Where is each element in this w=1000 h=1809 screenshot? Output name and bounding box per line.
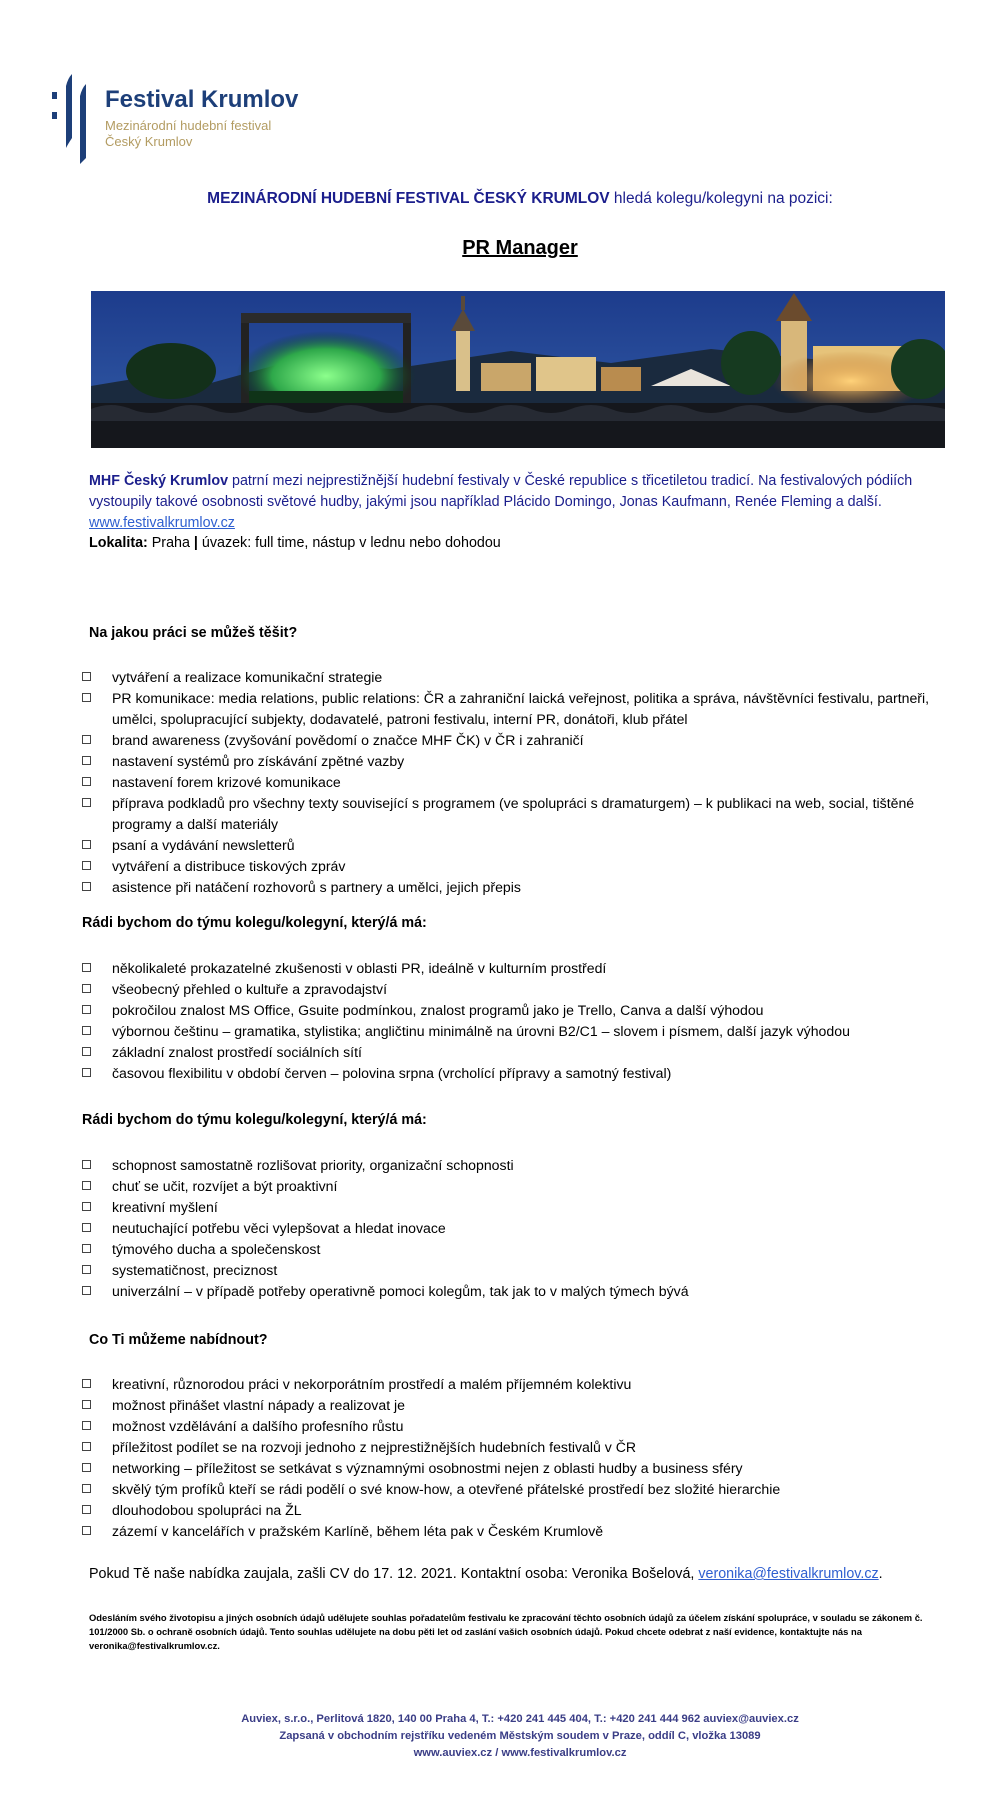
- list-offer: [82, 1374, 932, 1542]
- checkbox-bullet-icon: [82, 1047, 91, 1056]
- checkbox-bullet-icon: [82, 882, 91, 891]
- list-item-text: schopnost samostatně rozlišovat priority, organizační schopnosti: [112, 1157, 514, 1173]
- section-heading-requirements: Rádi bychom do týmu kolegu/kolegyní, který/á má:: [82, 915, 427, 931]
- logo-mark-icon: [52, 74, 94, 164]
- checkbox-bullet-icon: [82, 756, 91, 765]
- list-item: [82, 1437, 932, 1458]
- checkbox-bullet-icon: [82, 1181, 91, 1190]
- list-item: [82, 1500, 932, 1521]
- intro-paragraph: [89, 471, 959, 534]
- list-item: [82, 1176, 932, 1197]
- list-item: [82, 1239, 932, 1260]
- list-item: [82, 1021, 932, 1042]
- list-item-text: základní znalost prostředí sociálních sítí: [112, 1044, 362, 1060]
- list-item: [82, 688, 932, 730]
- section-heading-qualities: Rádi bychom do týmu kolegu/kolegyní, který/á má:: [82, 1112, 427, 1128]
- list-item: [82, 1395, 932, 1416]
- list-item-text: nastavení forem krizové komunikace: [112, 774, 341, 790]
- cta-text: Pokud Tě naše nabídka zaujala, zašli CV do 17. 12. 2021. Kontaktní osoba: Veronika Bošelová,: [89, 1566, 699, 1582]
- list-item-text: psaní a vydávání newsletterů: [112, 837, 295, 853]
- checkbox-bullet-icon: [82, 735, 91, 744]
- list-qualities: [82, 1155, 932, 1302]
- logo-subtitle: [105, 118, 271, 150]
- logo-subtitle-line2: Český Krumlov: [105, 134, 193, 149]
- cta-line: [89, 1566, 883, 1582]
- checkbox-bullet-icon: [82, 1286, 91, 1295]
- list-item: [82, 751, 932, 772]
- list-item: [82, 1197, 932, 1218]
- cta-end: .: [878, 1566, 883, 1582]
- footer-line3: www.auviex.cz / www.festivalkrumlov.cz: [413, 1747, 627, 1759]
- list-item: [82, 877, 932, 898]
- checkbox-bullet-icon: [82, 693, 91, 702]
- festival-banner-image: [91, 291, 945, 448]
- footer-line1: Auviex, s.r.o., Perlitová 1820, 140 00 Praha 4, T.: +420 241 445 404, T.: +420 241 444 962 auviex@auviex.cz: [241, 1713, 799, 1725]
- list-item: [82, 1042, 932, 1063]
- festival-website-link[interactable]: www.festivalkrumlov.cz: [89, 515, 235, 531]
- checkbox-bullet-icon: [82, 1484, 91, 1493]
- list-item-text: dlouhodobou spolupráci na ŽL: [112, 1502, 302, 1518]
- gdpr-consent-note: Odesláním svého životopisu a jiných osobních údajů udělujete souhlas pořadatelům festivalu ke zpracování těchto osobních údajů za účelem získání spolupráce, v souladu se zákonem č. 101/2000 Sb. o ochraně osobních údajů. Tento souhlas udělujete na dobu pěti let od zaslání vašich osobních údajů. Pokud chcete odebrat z naší evidence, kontaktujte nás na veronika@festivalkrumlov.cz.: [89, 1612, 923, 1651]
- contact-email-link[interactable]: veronika@festivalkrumlov.cz: [698, 1566, 879, 1582]
- list-item: [82, 1374, 932, 1395]
- list-item-text: všeobecný přehled o kultuře a zpravodajství: [112, 981, 387, 997]
- checkbox-bullet-icon: [82, 1526, 91, 1535]
- checkbox-bullet-icon: [82, 1265, 91, 1274]
- list-item-text: kreativní, různorodou práci v nekorporátním prostředí a malém příjemném kolektivu: [112, 1376, 632, 1392]
- list-item-text: nastavení systémů pro získávání zpětné vazby: [112, 753, 405, 769]
- list-item: [82, 1063, 932, 1084]
- festival-logo: [52, 74, 312, 164]
- list-item: [82, 1260, 932, 1281]
- list-item-text: výbornou češtinu – gramatika, stylistika; angličtinu minimálně na úrovni B2/C1 – slovem i písmem, další jazyk výhodou: [112, 1023, 850, 1039]
- list-item-text: možnost přinášet vlastní nápady a realizovat je: [112, 1397, 405, 1413]
- checkbox-bullet-icon: [82, 1505, 91, 1514]
- logo-title: Festival Krumlov: [105, 86, 299, 113]
- list-item-text: vytváření a distribuce tiskových zpráv: [112, 858, 346, 874]
- list-item: [82, 772, 932, 793]
- checkbox-bullet-icon: [82, 963, 91, 972]
- banner-illustration: [91, 291, 945, 448]
- checkbox-bullet-icon: [82, 1223, 91, 1232]
- headline-rest: hledá kolegu/kolegyni na pozici:: [609, 190, 833, 207]
- locality-line: [89, 535, 501, 551]
- list-item: [82, 1155, 932, 1176]
- checkbox-bullet-icon: [82, 1244, 91, 1253]
- checkbox-bullet-icon: [82, 1442, 91, 1451]
- list-item: [82, 1521, 932, 1542]
- list-item-text: brand awareness (zvyšování povědomí o značce MHF ČK) v ČR i zahraničí: [112, 732, 584, 748]
- list-item-text: univerzální – v případě potřeby operativně pomoci kolegům, tak jak to v malých týmech bývá: [112, 1283, 689, 1299]
- list-item: [82, 1458, 932, 1479]
- list-item: [82, 667, 932, 688]
- list-requirements: [82, 958, 932, 1084]
- locality-city: Praha: [147, 535, 194, 551]
- locality-rest: úvazek: full time, nástup v lednu nebo dohodou: [197, 535, 501, 551]
- list-item: [82, 730, 932, 751]
- list-item-text: neutuchající potřebu věci vylepšovat a hledat inovace: [112, 1220, 446, 1236]
- list-item-text: asistence při natáčení rozhovorů s partnery a umělci, jejich přepis: [112, 879, 521, 895]
- intro-text: patrní mezi nejprestižnější hudební festivaly v České republice s třicetiletou tradicí. Na festivalových pódiích vystoupily takové osobnosti světové hudby, jakými jsou například Plácido Domingo, Jonas Kaufmann, Renée Fleming a další.: [89, 473, 913, 510]
- list-item: [82, 1416, 932, 1437]
- list-item-text: chuť se učit, rozvíjet a být proaktivní: [112, 1178, 338, 1194]
- list-item: [82, 793, 932, 835]
- checkbox-bullet-icon: [82, 777, 91, 786]
- checkbox-bullet-icon: [82, 861, 91, 870]
- locality-separator: |: [193, 535, 198, 551]
- headline-bold: MEZINÁRODNÍ HUDEBNÍ FESTIVAL ČESKÝ KRUMLOV: [207, 190, 610, 207]
- list-item-text: PR komunikace: media relations, public relations: ČR a zahraniční laická veřejnost, politika a správa, návštěvníci festivalu, partneři, umělci, spolupracující subjekty, dodavatelé, patroni festivalu, interní PR, donátoři, klub přátel: [112, 690, 930, 727]
- list-item: [82, 1479, 932, 1500]
- checkbox-bullet-icon: [82, 1068, 91, 1077]
- list-item: [82, 856, 932, 877]
- locality-label: Lokalita:: [89, 535, 148, 551]
- company-footer: [0, 1711, 1000, 1762]
- list-item: [82, 979, 932, 1000]
- checkbox-bullet-icon: [82, 984, 91, 993]
- list-item-text: pokročilou znalost MS Office, Gsuite podmínkou, znalost programů jako je Trello, Canva a další výhodou: [112, 1002, 764, 1018]
- list-item: [82, 1281, 932, 1302]
- headline: [0, 190, 1000, 208]
- list-item-text: možnost vzdělávání a dalšího profesního růstu: [112, 1418, 404, 1434]
- list-item-text: zázemí v kancelářích v pražském Karlíně, během léta pak v Českém Krumlově: [112, 1523, 604, 1539]
- list-item-text: několikaleté prokazatelné zkušenosti v oblasti PR, ideálně v kulturním prostředí: [112, 960, 607, 976]
- list-item: [82, 835, 932, 856]
- checkbox-bullet-icon: [82, 1005, 91, 1014]
- list-item-text: kreativní myšlení: [112, 1199, 218, 1215]
- list-item-text: příprava podkladů pro všechny texty související s programem (ve spolupráci s dramaturgem) – k publikaci na web, social, tištěné programy a další materiály: [112, 795, 915, 832]
- section-heading-offer: Co Ti můžeme nabídnout?: [89, 1332, 268, 1348]
- checkbox-bullet-icon: [82, 1026, 91, 1035]
- list-item-text: týmového ducha a společenskost: [112, 1241, 321, 1257]
- section-heading-work: Na jakou práci se můžeš těšit?: [89, 625, 298, 641]
- footer-line2: Zapsaná v obchodním rejstříku vedeném Městským soudem v Praze, oddíl C, vložka 13089: [279, 1730, 761, 1742]
- checkbox-bullet-icon: [82, 1463, 91, 1472]
- list-item-text: skvělý tým profíků kteří se rádi podělí o své know-how, a otevřené přátelské prostředí bez složité hierarchie: [112, 1481, 781, 1497]
- list-item-text: příležitost podílet se na rozvoji jednoho z nejprestižnějších hudebních festivalů v ČR: [112, 1439, 637, 1455]
- list-item: [82, 1000, 932, 1021]
- checkbox-bullet-icon: [82, 840, 91, 849]
- checkbox-bullet-icon: [82, 672, 91, 681]
- list-item-text: vytváření a realizace komunikační strategie: [112, 669, 383, 685]
- intro-bold: MHF Český Krumlov: [89, 473, 229, 489]
- job-title: PR Manager: [462, 237, 578, 259]
- list-item-text: networking – příležitost se setkávat s významnými osobnostmi nejen z oblasti hudby a business sféry: [112, 1460, 743, 1476]
- checkbox-bullet-icon: [82, 1160, 91, 1169]
- list-item-text: časovou flexibilitu v období červen – polovina srpna (vrcholící přípravy a samotný festival): [112, 1065, 672, 1081]
- list-item-text: systematičnost, preciznost: [112, 1262, 278, 1278]
- list-work: [82, 667, 932, 898]
- checkbox-bullet-icon: [82, 798, 91, 807]
- checkbox-bullet-icon: [82, 1400, 91, 1409]
- list-item: [82, 958, 932, 979]
- checkbox-bullet-icon: [82, 1421, 91, 1430]
- logo-subtitle-line1: Mezinárodní hudební festival: [105, 118, 272, 133]
- checkbox-bullet-icon: [82, 1202, 91, 1211]
- checkbox-bullet-icon: [82, 1379, 91, 1388]
- list-item: [82, 1218, 932, 1239]
